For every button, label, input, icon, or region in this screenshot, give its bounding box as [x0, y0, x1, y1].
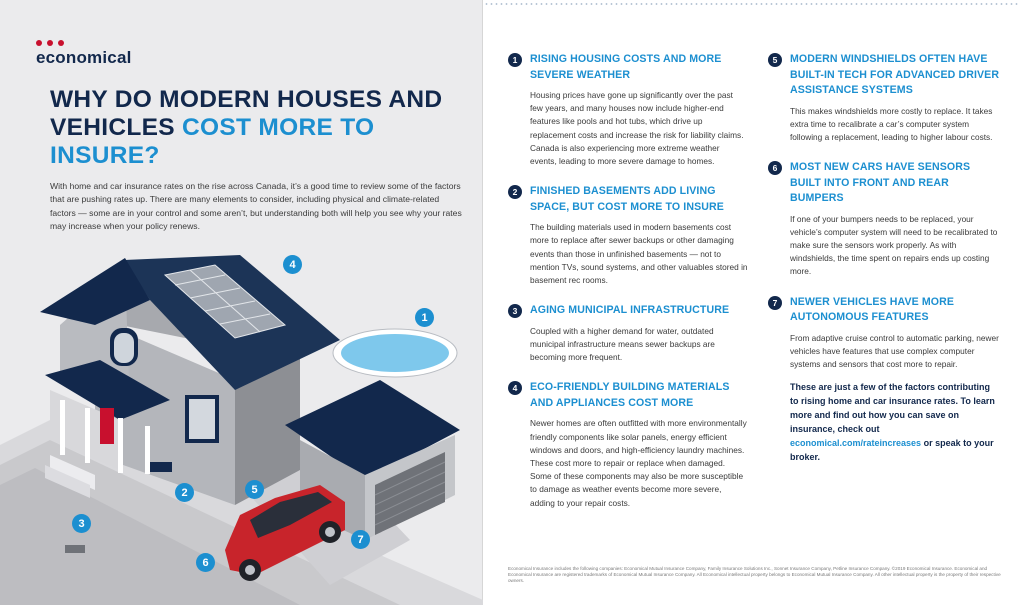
factor-item-3 — [508, 303, 748, 364]
closing-text: These are just a few of the factors contributing to rising home and car insurance rates. To learn more and find out how you can save on insurance, check out — [790, 382, 995, 434]
rate-increases-link[interactable]: economical.com/rateincreases — [790, 437, 922, 448]
closing-tail: or speak to your broker. — [790, 437, 994, 462]
legal-footer: Economical Insurance includes the following companies: Economical Mutual Insurance Company, Family Insurance Solutions Inc., Sonnet Insurance Company, Petline Insurance Company. ©2019 Economical Insurance. Economical and Economical Insurance are registered trademarks of Economical Mutual Insurance Company. All Economical intellectual property belongs to Economical Mutual Insurance Company. All other intellectual property is the property of their respective owners. — [508, 566, 1001, 584]
page-headline — [50, 86, 470, 170]
factor-body-4: Newer homes are often outfitted with more environmentally friendly components like solar panels, energy efficient windows and doors, and high-efficiency laundry machines. These cost more to repair or replace when damaged. Some of these components may also be more susceptible to damage as weather events become more severe, adding to your repair costs. — [530, 418, 747, 508]
factor-body-2: The building materials used in modern basements cost more to replace after sewer backups or other damaging events than those in unfinished basements — not to mention TVs, sound systems, and other valuables stored in basement rec rooms. — [530, 222, 748, 286]
house-and-car-illustration — [0, 240, 483, 605]
illustration-svg — [0, 240, 483, 605]
factor-number-5: 5 — [768, 53, 782, 67]
illustration-marker-6: 6 — [196, 553, 215, 572]
factor-body-7: From adaptive cruise control to automatic parking, newer vehicles have features that use complex computer systems and sensors that cost more to repair. — [790, 332, 999, 370]
factor-title-4: ECO-FRIENDLY BUILDING MATERIALS AND APPLIANCES COST MORE — [530, 381, 730, 409]
factor-body-5: This makes windshields more costly to replace. It takes extra time to recalibrate a car’s computer system following a replacement, leading to higher labour costs. — [790, 105, 993, 142]
illustration-marker-3: 3 — [72, 514, 91, 533]
headline-part2: COST MORE TO INSURE? — [50, 114, 375, 169]
illustration-marker-1: 1 — [415, 308, 434, 327]
brand-dots — [36, 40, 64, 46]
factor-body-6: If one of your bumpers needs to be replaced, your vehicle’s computer system will need to be recalibrated to make sure the sensors work properly. As with windshields, the time spent on repairs ends up costing more. — [790, 213, 998, 277]
intro-paragraph: With home and car insurance rates on the rise across Canada, it’s a good time to review some of the factors that are pushing rates up. There are many elements to consider, including physical and climate-related factors — some are in your control and some aren’t, but understanding both will help you see why your rates may increase when your policy renews. — [50, 181, 462, 231]
factor-title-1: RISING HOUSING COSTS AND MORE SEVERE WEATHER — [530, 53, 722, 81]
factor-item-5 — [768, 52, 1000, 144]
factor-title-6: MOST NEW CARS HAVE SENSORS BUILT INTO FRONT AND REAR BUMPERS — [790, 161, 971, 205]
factor-body-3: Coupled with a higher demand for water, outdated municipal infrastructure means sewer backups are becoming more frequent. — [530, 325, 715, 363]
factor-item-7 — [768, 295, 1000, 372]
factor-number-1: 1 — [508, 53, 522, 67]
factors-column-right — [768, 52, 1000, 465]
factor-number-6: 6 — [768, 161, 782, 175]
illustration-marker-5: 5 — [245, 480, 264, 499]
factors-column-left — [508, 52, 748, 510]
factor-number-3: 3 — [508, 304, 522, 318]
illustration-marker-7: 7 — [351, 530, 370, 549]
factor-number-4: 4 — [508, 381, 522, 395]
factor-title-3: AGING MUNICIPAL INFRASTRUCTURE — [530, 304, 730, 317]
factor-item-2 — [508, 184, 748, 287]
left-page — [0, 0, 483, 605]
factor-title-7: NEWER VEHICLES HAVE MORE AUTONOMOUS FEATURES — [790, 295, 955, 324]
illustration-marker-4: 4 — [283, 255, 302, 274]
factor-item-1 — [508, 52, 748, 168]
factor-body-1: Housing prices have gone up significantly over the past few years, and many houses now include higher-end features like pools and hot tubs, which drive up replacement costs and increase the risk for liability claims. Canada is also experiencing more extreme weather events, leading to more severe damage to homes. — [530, 90, 744, 167]
headline-part1: WHY DO MODERN HOUSES AND VEHICLES — [50, 86, 443, 141]
closing-paragraph — [768, 381, 1000, 464]
factor-title-2: FINISHED BASEMENTS ADD LIVING SPACE, BUT COST MORE TO INSURE — [530, 185, 724, 213]
brand-logo: economical — [36, 48, 132, 67]
factor-item-4 — [508, 380, 748, 509]
factor-item-6 — [768, 160, 1000, 279]
illustration-marker-2: 2 — [175, 483, 194, 502]
factor-number-7: 7 — [768, 296, 782, 310]
factor-title-5: MODERN WINDSHIELDS OFTEN HAVE BUILT-IN TECH FOR ADVANCED DRIVER ASSISTANCE SYSTEMS — [790, 53, 1000, 96]
dotted-border — [484, 3, 1020, 5]
factor-number-2: 2 — [508, 185, 522, 199]
